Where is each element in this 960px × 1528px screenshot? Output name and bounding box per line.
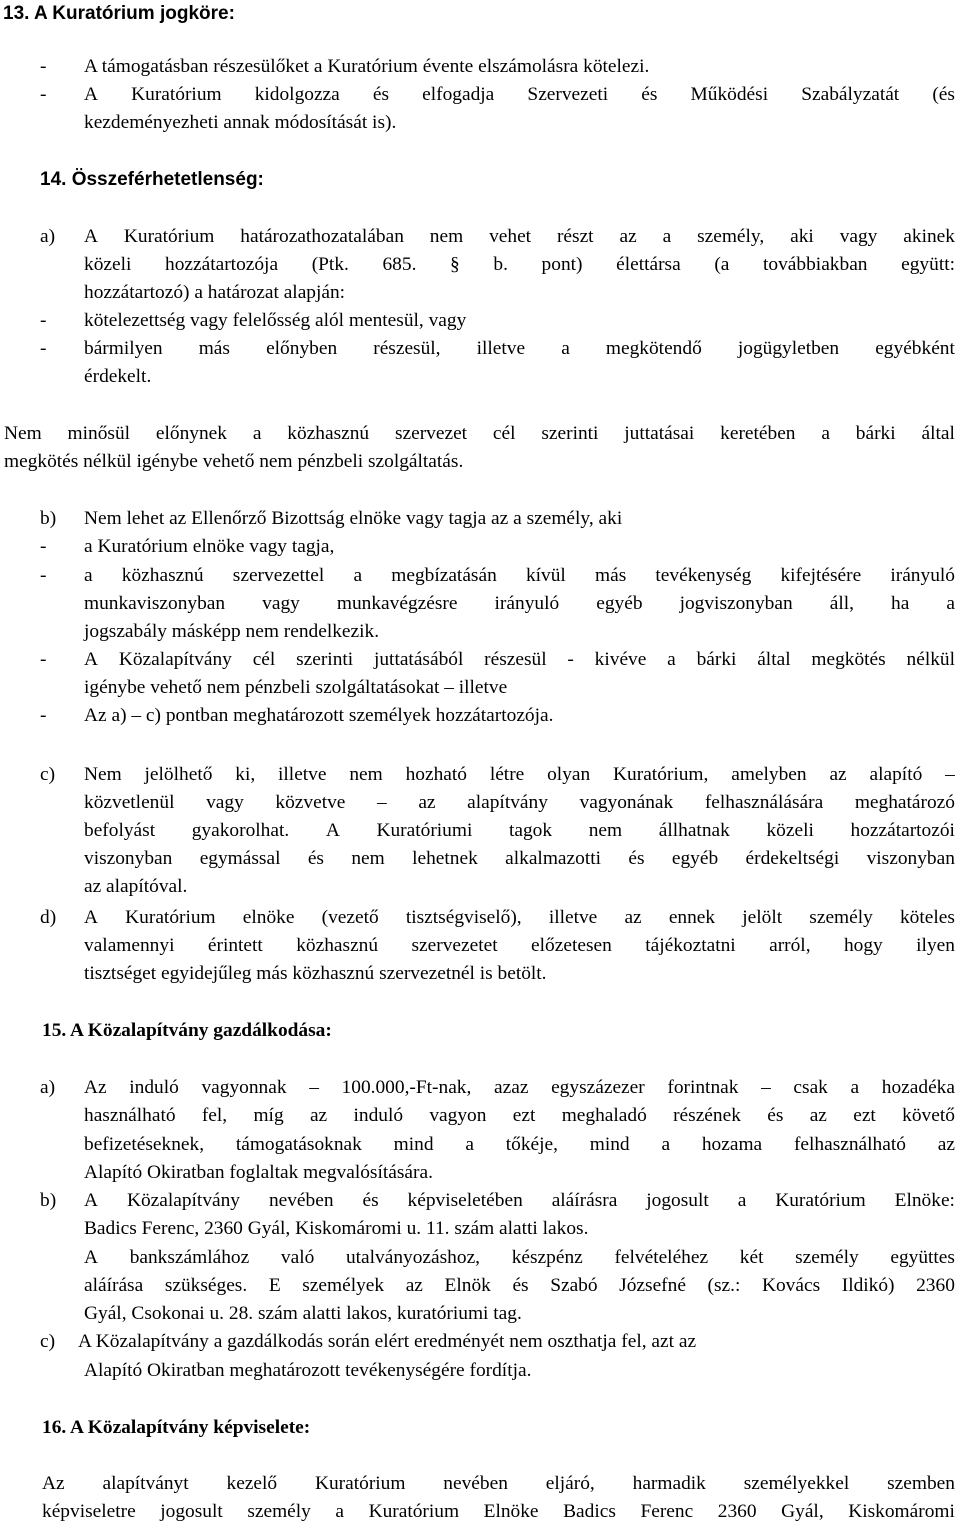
section-14-note-line-1 bbox=[4, 422, 955, 446]
bullet-dash: - bbox=[40, 705, 47, 726]
word: Kovács bbox=[761, 1275, 821, 1296]
word: ezt bbox=[512, 1105, 536, 1126]
word: előnyben bbox=[266, 338, 338, 359]
word: készpénz bbox=[511, 1247, 583, 1268]
word: jogosult bbox=[646, 1190, 709, 1211]
word: juttatásai bbox=[624, 423, 695, 444]
word: tisztségviselő), bbox=[405, 907, 522, 928]
section-15-a-line-3 bbox=[84, 1133, 955, 1157]
word: amelyben bbox=[731, 764, 807, 785]
word: az bbox=[624, 907, 642, 928]
word: ezt bbox=[853, 1105, 876, 1126]
word: befolyást bbox=[84, 820, 156, 841]
word: vagyon bbox=[429, 1105, 487, 1126]
word: utalványozáshoz, bbox=[345, 1247, 481, 1268]
section-14-a-line-1 bbox=[84, 225, 955, 249]
section-15-c-line-2: Alapító Okiratban meghatározott tevékenységére fordítja. bbox=[84, 1360, 532, 1381]
section-15-a-line-4: Alapító Okiratban foglaltak megvalósítására. bbox=[84, 1162, 433, 1183]
word: Kuratórium bbox=[131, 84, 222, 105]
word: Kuratórium bbox=[123, 226, 215, 247]
section-13-item-2-line-2: kezdeményezheti annak módosítását is). bbox=[84, 112, 397, 133]
word: áll, bbox=[829, 593, 854, 614]
word: induló bbox=[129, 1077, 179, 1098]
word: – bbox=[945, 764, 955, 785]
word: illetve bbox=[278, 764, 327, 785]
word: nélkül bbox=[906, 649, 955, 670]
word: köteles bbox=[899, 907, 955, 928]
item-label-c: c) bbox=[40, 1331, 56, 1352]
word: Gyál, bbox=[781, 1501, 824, 1522]
word: cél bbox=[252, 649, 276, 670]
word: valamennyi bbox=[84, 935, 175, 956]
word: kivéve bbox=[594, 649, 647, 670]
word: gyakorolhat. bbox=[191, 820, 290, 841]
word: 2360 bbox=[717, 1501, 757, 1522]
word: jogviszonyban bbox=[679, 593, 793, 614]
word: b. bbox=[493, 254, 508, 275]
word: részt bbox=[556, 226, 594, 247]
word: a bbox=[353, 565, 363, 586]
word: előnynek bbox=[155, 423, 227, 444]
word: viszonyban bbox=[84, 848, 173, 869]
word: tőkéje, bbox=[505, 1134, 558, 1155]
word: szervezettel bbox=[232, 565, 325, 586]
word: A bbox=[84, 1190, 99, 1211]
section-13-item-1: A támogatásban részesülőket a Kuratórium évente elszámolásra kötelezi. bbox=[84, 56, 650, 77]
word: közeli bbox=[84, 254, 132, 275]
section-14-a-line-2 bbox=[84, 253, 955, 277]
word: Nem bbox=[4, 423, 42, 444]
word: a bbox=[661, 1134, 671, 1155]
word: ki, bbox=[235, 764, 256, 785]
section-15-b-line-5: Gyál, Csokonai u. 28. szám alatti lakos, kuratóriumi tag. bbox=[84, 1303, 522, 1324]
section-14-c-line-5: az alapítóval. bbox=[84, 876, 188, 897]
word: hozzátartozói bbox=[850, 820, 955, 841]
word: a bbox=[84, 565, 93, 586]
word: fel, bbox=[201, 1105, 228, 1126]
word: közeli bbox=[766, 820, 814, 841]
word: (Ptk. bbox=[311, 254, 349, 275]
word: bárki bbox=[855, 423, 896, 444]
word: felhasználására bbox=[704, 792, 824, 813]
word: az bbox=[619, 226, 637, 247]
bullet-dash: - bbox=[40, 84, 47, 105]
word: közhasznú bbox=[287, 423, 370, 444]
word: a bbox=[737, 1190, 747, 1211]
word: lehetnek bbox=[412, 848, 478, 869]
word: munkaviszonyban bbox=[84, 593, 226, 614]
word: szervezet bbox=[394, 423, 468, 444]
word: képviseletre bbox=[42, 1501, 136, 1522]
item-label-a: a) bbox=[40, 1077, 56, 1098]
bullet-dash: - bbox=[40, 310, 47, 331]
word: szemben bbox=[887, 1473, 955, 1494]
section-15-b-line-4 bbox=[84, 1274, 955, 1298]
word: személy bbox=[809, 907, 873, 928]
section-14-a-dash-2-line-2: érdekelt. bbox=[84, 366, 152, 387]
section-15-a-line-2 bbox=[84, 1104, 955, 1128]
word: közhasznú bbox=[296, 935, 379, 956]
word: létre bbox=[489, 764, 525, 785]
word: – bbox=[377, 792, 387, 813]
section-14-c-line-3 bbox=[84, 819, 955, 843]
word: a bbox=[946, 593, 955, 614]
word: és bbox=[512, 1275, 529, 1296]
word: egymással bbox=[199, 848, 281, 869]
word: az bbox=[937, 1134, 955, 1155]
section-14-note-line-2: megkötés nélkül igénybe vehető nem pénzbeli szolgáltatás. bbox=[4, 451, 464, 472]
word: alapítvány bbox=[467, 792, 548, 813]
word: befizetéseknek, bbox=[84, 1134, 205, 1155]
section-14-d-line-2 bbox=[84, 934, 955, 958]
word: az bbox=[405, 1275, 423, 1296]
word: a bbox=[821, 423, 830, 444]
word: keretében bbox=[720, 423, 796, 444]
bullet-dash: - bbox=[40, 338, 47, 359]
section-15-b-line-3 bbox=[84, 1246, 955, 1270]
word: (vezető bbox=[321, 907, 379, 928]
word: tájékoztatni bbox=[645, 935, 736, 956]
word: egyszázezer bbox=[551, 1077, 645, 1098]
word: által bbox=[757, 649, 791, 670]
word: nem bbox=[429, 226, 464, 247]
word: A bbox=[84, 84, 99, 105]
word: részesül, bbox=[373, 338, 441, 359]
word: vagyonának bbox=[579, 792, 674, 813]
word: szerinti bbox=[541, 423, 599, 444]
section-14-d-line-1 bbox=[84, 906, 955, 930]
word: felhasználható bbox=[793, 1134, 906, 1155]
word: vagy bbox=[206, 792, 244, 813]
word: Józsefné bbox=[619, 1275, 686, 1296]
word: cél bbox=[492, 423, 516, 444]
section-15-b-line-1 bbox=[84, 1189, 955, 1213]
word: és bbox=[641, 84, 658, 105]
word: személy, bbox=[697, 226, 765, 247]
word: közvetve bbox=[275, 792, 346, 813]
section-14-heading: 14. Összeférhetetlenség: bbox=[40, 169, 264, 190]
word: előzetesen bbox=[531, 935, 612, 956]
word: A bbox=[84, 226, 99, 247]
word: § bbox=[450, 254, 460, 275]
word: A bbox=[325, 820, 340, 841]
word: állhatnak bbox=[658, 820, 730, 841]
word: Az bbox=[42, 1473, 65, 1494]
section-14-b-dash-4: Az a) – c) pontban meghatározott személyek hozzátartozója. bbox=[84, 705, 554, 726]
word: az bbox=[309, 1105, 328, 1126]
word: elfogadja bbox=[422, 84, 495, 105]
word: nevében bbox=[443, 1473, 508, 1494]
word: bankszámlához bbox=[129, 1247, 250, 1268]
section-14-b-dash-3-line-2: igénybe vehető nem pénzbeli szolgáltatásokat – illetve bbox=[84, 677, 508, 698]
word: élettársa bbox=[616, 254, 681, 275]
word: nem bbox=[588, 820, 623, 841]
word: személyek bbox=[302, 1275, 385, 1296]
word: A bbox=[84, 649, 99, 670]
section-13-heading: 13. A Kuratórium jogköre: bbox=[3, 3, 235, 24]
word: az bbox=[809, 1105, 827, 1126]
word: hozadéka bbox=[881, 1077, 955, 1098]
word: részesül bbox=[484, 649, 547, 670]
word: vehet bbox=[489, 226, 532, 247]
bullet-dash: - bbox=[40, 565, 47, 586]
word: hozható bbox=[405, 764, 467, 785]
section-14-a-dash-1: kötelezettség vagy felelősség alól mentesül, vagy bbox=[84, 310, 467, 331]
word: Nem bbox=[84, 764, 122, 785]
word: együtt: bbox=[901, 254, 955, 275]
word: kezelő bbox=[226, 1473, 278, 1494]
word: bármilyen bbox=[84, 338, 163, 359]
word: – bbox=[761, 1077, 771, 1098]
word: tevékenység bbox=[655, 565, 752, 586]
word: eljáró, bbox=[545, 1473, 595, 1494]
section-13-item-2-line-1 bbox=[84, 83, 955, 107]
word: illetve bbox=[476, 338, 526, 359]
word: Kuratórium bbox=[775, 1190, 866, 1211]
word: az bbox=[418, 792, 436, 813]
word: és bbox=[362, 1190, 379, 1211]
word: egyébként bbox=[875, 338, 955, 359]
word: együttes bbox=[890, 1247, 955, 1268]
word: személyekkel bbox=[743, 1473, 850, 1494]
word: mind bbox=[589, 1134, 630, 1155]
word: munkavégzésre bbox=[336, 593, 458, 614]
item-label-d: d) bbox=[40, 907, 57, 928]
word: irányuló bbox=[494, 593, 560, 614]
word: tagok bbox=[508, 820, 553, 841]
word: személy bbox=[247, 1501, 311, 1522]
word: csak bbox=[793, 1077, 828, 1098]
word: támogatásoknak bbox=[235, 1134, 362, 1155]
word: jogügyletben bbox=[737, 338, 840, 359]
word: Szabó bbox=[550, 1275, 598, 1296]
section-14-b-dash-1: a Kuratórium elnöke vagy tagja, bbox=[84, 536, 335, 557]
word: megbízatásán bbox=[391, 565, 497, 586]
section-14-c-line-1 bbox=[84, 763, 955, 787]
word: Kuratórium bbox=[368, 1501, 460, 1522]
word: jelölt bbox=[742, 907, 783, 928]
word: részének bbox=[673, 1105, 741, 1126]
word: ennek bbox=[668, 907, 716, 928]
section-16-line-1 bbox=[42, 1472, 955, 1496]
section-16-line-2 bbox=[42, 1500, 955, 1524]
word: induló bbox=[353, 1105, 404, 1126]
word: érdekeltségi bbox=[745, 848, 840, 869]
word: juttatásából bbox=[373, 649, 464, 670]
word: meghaladó bbox=[561, 1105, 647, 1126]
word: közvetlenül bbox=[84, 792, 175, 813]
word: Közalapítvány bbox=[126, 1190, 241, 1211]
word: közhasznú bbox=[121, 565, 204, 586]
section-15-heading: 15. A Közalapítvány gazdálkodása: bbox=[42, 1020, 332, 1041]
word: és bbox=[628, 848, 645, 869]
word: Közalapítvány bbox=[118, 649, 232, 670]
section-15-a-line-1 bbox=[84, 1076, 955, 1100]
section-14-a-dash-2-line-1 bbox=[84, 337, 955, 361]
word: Kuratórium bbox=[314, 1473, 406, 1494]
bullet-dash: - bbox=[40, 56, 47, 77]
word: Elnöke: bbox=[894, 1190, 955, 1211]
word: (a bbox=[714, 254, 730, 275]
word: Ildikó) bbox=[841, 1275, 895, 1296]
word: vagy bbox=[839, 226, 878, 247]
word: a bbox=[465, 1134, 474, 1155]
word: a bbox=[335, 1501, 345, 1522]
word: az bbox=[829, 764, 847, 785]
bullet-dash: - bbox=[40, 536, 47, 557]
word: (és bbox=[932, 84, 955, 105]
word: akinek bbox=[903, 226, 955, 247]
word: nem bbox=[349, 764, 383, 785]
word: bárki bbox=[696, 649, 737, 670]
item-label-b: b) bbox=[40, 1190, 57, 1211]
word: Szervezeti bbox=[527, 84, 609, 105]
word: Kuratóriumi bbox=[376, 820, 473, 841]
word: megkötendő bbox=[605, 338, 702, 359]
word: Kuratórium bbox=[125, 907, 216, 928]
section-14-b-dash-2-line-1 bbox=[84, 564, 955, 588]
section-15-c-line-1: A Közalapítvány a gazdálkodás során elért eredményét nem oszthatja fel, azt az bbox=[78, 1331, 697, 1352]
word: személy bbox=[795, 1247, 859, 1268]
word: és bbox=[767, 1105, 784, 1126]
word: továbbiakban bbox=[763, 254, 868, 275]
word: használható bbox=[84, 1105, 176, 1126]
word: mind bbox=[393, 1134, 434, 1155]
word: a bbox=[667, 649, 676, 670]
section-14-c-line-2 bbox=[84, 791, 955, 815]
word: A bbox=[84, 907, 99, 928]
word: kívül bbox=[525, 565, 566, 586]
word: a bbox=[662, 226, 672, 247]
word: minősül bbox=[67, 423, 131, 444]
word: két bbox=[739, 1247, 764, 1268]
word: való bbox=[280, 1247, 315, 1268]
word: nevében bbox=[268, 1190, 334, 1211]
word: jogosult bbox=[160, 1501, 223, 1522]
word: forintnak bbox=[667, 1077, 739, 1098]
word: egyéb bbox=[596, 593, 643, 614]
section-15-b-line-2: Badics Ferenc, 2360 Gyál, Kiskomáromi u. 11. szám alatti lakos. bbox=[84, 1218, 589, 1239]
section-14-b-line-1: Nem lehet az Ellenőrző Bizottság elnöke vagy tagja az a személy, aki bbox=[84, 508, 623, 529]
word: elnöke bbox=[242, 907, 295, 928]
word: Kiskomáromi bbox=[848, 1501, 955, 1522]
word: alapítványt bbox=[102, 1473, 189, 1494]
word: által bbox=[921, 423, 955, 444]
word: 100.000,-Ft-nak, bbox=[341, 1077, 472, 1098]
word: hogy bbox=[843, 935, 883, 956]
word: a bbox=[252, 423, 262, 444]
section-16-heading: 16. A Közalapítvány képviselete: bbox=[42, 1417, 311, 1438]
item-label-a: a) bbox=[40, 226, 56, 247]
word: vagy bbox=[262, 593, 300, 614]
word: alkalmazotti bbox=[505, 848, 601, 869]
section-14-c-line-4 bbox=[84, 847, 955, 871]
word: A bbox=[84, 1247, 99, 1268]
word: ha bbox=[891, 593, 910, 614]
word: illetve bbox=[548, 907, 598, 928]
section-14-d-line-3: tisztséget egyidejűleg más közhasznú szervezetnél is betölt. bbox=[84, 963, 547, 984]
word: Működési bbox=[690, 84, 769, 105]
word: irányuló bbox=[890, 565, 955, 586]
section-14-b-dash-2-line-3: jogszabály másképp nem rendelkezik. bbox=[84, 621, 380, 642]
word: felvételéhez bbox=[614, 1247, 709, 1268]
word: (sz.: bbox=[707, 1275, 741, 1296]
word: pont) bbox=[541, 254, 583, 275]
word: egyéb bbox=[671, 848, 719, 869]
word: azaz bbox=[494, 1077, 529, 1098]
word: ilyen bbox=[916, 935, 955, 956]
word: olyan bbox=[547, 764, 591, 785]
word: Ferenc bbox=[640, 1501, 694, 1522]
word: hozama bbox=[701, 1134, 763, 1155]
word: – bbox=[309, 1077, 319, 1098]
word: viszonyban bbox=[866, 848, 955, 869]
word: E bbox=[268, 1275, 281, 1296]
word: Elnöke bbox=[483, 1501, 539, 1522]
word: Elnök bbox=[444, 1275, 491, 1296]
word: míg bbox=[253, 1105, 284, 1126]
word: 2360 bbox=[916, 1275, 955, 1296]
item-label-c: c) bbox=[40, 764, 56, 785]
word: szerinti bbox=[296, 649, 354, 670]
word: képviseletében bbox=[407, 1190, 523, 1211]
word: harmadik bbox=[632, 1473, 706, 1494]
word: és bbox=[372, 84, 390, 105]
word: - bbox=[567, 649, 574, 670]
word: aki bbox=[790, 226, 814, 247]
word: kidolgozza bbox=[254, 84, 340, 105]
item-label-b: b) bbox=[40, 508, 57, 529]
section-14-a-line-3: hozzátartozó) a határozat alapján: bbox=[84, 282, 346, 303]
word: aláírásra bbox=[551, 1190, 618, 1211]
word: a bbox=[850, 1077, 860, 1098]
word: arról, bbox=[769, 935, 811, 956]
word: jelölhető bbox=[144, 764, 213, 785]
word: megkötés bbox=[811, 649, 886, 670]
word: aláírása bbox=[84, 1275, 144, 1296]
word: szükséges. bbox=[164, 1275, 248, 1296]
word: nem bbox=[351, 848, 385, 869]
word: vagyonnak bbox=[201, 1077, 287, 1098]
word: érintett bbox=[207, 935, 263, 956]
word: alapító bbox=[869, 764, 923, 785]
word: a bbox=[561, 338, 570, 359]
word: kifejtésére bbox=[780, 565, 862, 586]
word: Szabályzatát bbox=[801, 84, 900, 105]
word: más bbox=[198, 338, 230, 359]
word: meghatározó bbox=[854, 792, 955, 813]
word: szervezetet bbox=[411, 935, 498, 956]
section-14-b-dash-2-line-2 bbox=[84, 592, 955, 616]
word: 685. bbox=[382, 254, 417, 275]
word: más bbox=[595, 565, 627, 586]
section-14-b-dash-3-line-1 bbox=[84, 648, 955, 672]
word: Kuratórium, bbox=[613, 764, 709, 785]
word: Badics bbox=[563, 1501, 616, 1522]
word: és bbox=[307, 848, 324, 869]
bullet-dash: - bbox=[40, 649, 47, 670]
word: Az bbox=[84, 1077, 107, 1098]
word: határozathozatalában bbox=[240, 226, 404, 247]
word: követő bbox=[902, 1105, 955, 1126]
word: hozzátartozója bbox=[165, 254, 279, 275]
